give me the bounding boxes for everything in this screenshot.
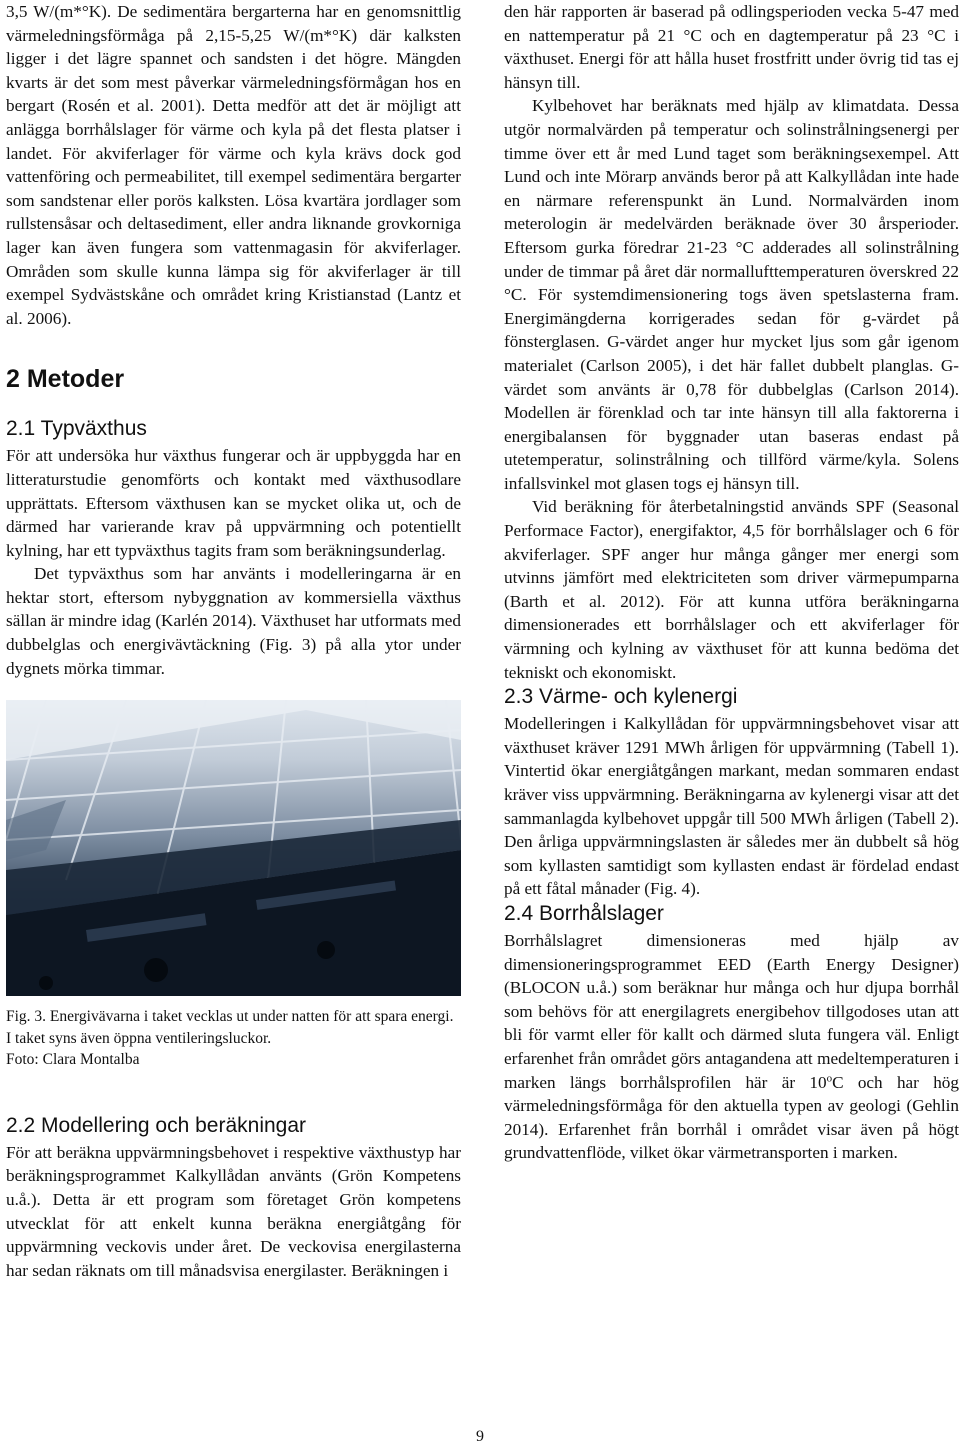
- intro-paragraph: 3,5 W/(m*°K). De sedimentära bergarterna har en genomsnittlig värmeledningsförmåga på 2,15-5,25 W/(m*°K) där kalksten ligger i det lägre spannet och sandsten i det högre. Mängden kvarts är det som mest påverkar värmeledningsförmågan hos en bergart (Rosén et al. 2001). Detta medför att det är möjligt att anlägga borrhålslager för värme och kyla på det flesta platser i landet. För akviferlager för värme och kyla krävs dock god vattenföring och permeabilitet, till exempel sedimentära bergarter som sandstenar eller porös kalksten. Lösa kvartära jordlager som rullstensåsar och deltasediment, eller andra liknande grovkorniga lager kan även fungera som vattenmagasin för akviferlager. Områden som skulle kunna lämpa sig för akviferlager är till exempel Sydvästskåne och området kring Kristianstad (Lantz et al. 2006).: [6, 2, 461, 328]
- subsection-2-1-paragraph-2: Det typväxthus som har använts i modelleringarna är en hektar stort, eftersom nybyggnation av kommersiella växthus sällan är mindre idag (Karlén 2014). Växthuset har utformats med dubbelglas och energivävtäckning (Fig. 3) på alla ytor under dygnets mörka timmar.: [6, 564, 461, 678]
- right-paragraph-2: Kylbehovet har beräknats med hjälp av klimatdata. Dessa utgör normalvärden på temperatur och solinstrålningsenergi per timme över ett år med Lund taget som beräkningsexempel. Att Lund och inte Mörarp används beror på att Kalkyllådan inte hade en närmare referenspunkt än Lund. Normalvärden inom meterologin är medelvärden beräknade över 30 årsperioder. Eftersom gurka föredrar 21-23 °C adderades all solinstrålning under de timmar på året där normallufttemperaturen överskred 22 °C. För systemdimensionering togs även spetslasterna fram. Energimängderna korrigerades sedan för g-värdet på fönsterglasen. G-värdet anger hur mycket ljus som går igenom materialet (Carlson 2005), i det här fallet dubbelt planglas. G-värdet som använts är 0,78 för dubbelglas (Carlson 2014). Modellen är förenklad och tar inte hänsyn till alla faktorerna i energibalansen för byggnader utan baseras endast på utetemperatur, solinstrålning och tillförd värme/kyla. Solens infallsvinkel mot glasen togs ej hänsyn till.: [504, 96, 959, 493]
- borrhal-text-part-1: Borrhålslagret dimensioneras med hjälp av dimensioneringsprogrammet EED (Earth Energy Designer) (BLOCON u.å.) som beräknar hur många och hur djupa borrhål som behövs för att energilagrets energibehov tillgodoses utan att bli för varmt eller för kallt och därmed sluta fungera väl. Enligt erfarenhet från området görs antagandena att medeltemperaturen i marken längs borrhålsprofilen här är 10: [504, 930, 959, 1092]
- subsection-2-2-title: 2.2 Modellering och beräkningar: [6, 1113, 307, 1137]
- right-paragraph-3: Vid beräkning för återbetalningstid används SPF (Seasonal Performace Factor), energifaktor, 4,5 för borrhålslager och 6 för akviferlager. SPF anger hur många gånger mer energi som utvinns jämfört med elektriciteten som driver värmepumparna (Barth et al. 2012). För att kunna utföra beräkningarna dimensionerades ett borrhålslager och ett akviferlager för värmning och kylning av växthuset för att kunna bedöma det tekniskt och ekonomiskt.: [504, 497, 959, 682]
- borrhal-text-part-2: C och har hög värmeledningsförmåga för den aktuella typen av geologi (Gehlin 2014). Erfarenhet från borrhål i området visar även på högt grundvattenflöde, vilket ökar värmetransporten i marken.: [504, 1072, 959, 1163]
- degree-superscript: o: [826, 1071, 833, 1084]
- page-number: 9: [476, 1428, 484, 1445]
- figure-caption: [6, 1006, 461, 1071]
- subsection-2-1-title: 2.1 Typväxthus: [6, 417, 147, 441]
- figure-caption-text: Fig. 3. Energivävarna i taket vecklas ut under natten för att spara energi. I taket syns även öppna ventileringsluckor.: [6, 1008, 454, 1047]
- subsection-2-3-paragraph-1: Modelleringen i Kalkyllådan för uppvärmningsbehovet visar att växthuset kräver 1291 MWh årligen för uppvärmning (Tabell 1). Vintertid ökar energiåtgången markant, medan sommaren endast kräver viss uppvärmning. Beräkningarna av kylenergi visar att det sammanlagda kylbehovet uppgår till 500 MWh årligen (Tabell 2). Den årliga uppvärmningslasten är således mer än dubbelt så hög som kyllasten samtidigt som kyllasten endast är fördelad endast på ett fåtal månader (Fig. 4).: [504, 714, 959, 899]
- greenhouse-roof-illustration: [6, 700, 461, 996]
- greenhouse-roof-photo: [6, 700, 461, 996]
- subsection-2-4-title: 2.4 Borrhålslager: [504, 901, 664, 925]
- right-paragraph-1: den här rapporten är baserad på odlingsperioden vecka 5-47 med en nattemperatur på 21 °C och en dagtemperatur på 23 °C i växthuset. Energi för att hålla huset frostfritt under övrig tid tas ej hänsyn till.: [504, 2, 959, 92]
- subsection-2-3-title: 2.3 Värme- och kylenergi: [504, 685, 738, 709]
- subsection-2-2-paragraph-1: För att beräkna uppvärmningsbehovet i respektive växthustyp har beräkningsprogrammet Kalkyllådan använts (Grön Kompetens u.å.). Detta är ett program som företaget Grön kompetens utvecklat för att enkelt kunna beräkna energiåtgång för uppvärmning veckovis under året. De veckovisa energilasterna har sedan räknats om till månadsvisa energilaster. Beräkningen i: [6, 1142, 461, 1280]
- left-column: [6, 0, 461, 1282]
- figure-credit: Foto: Clara Montalba: [6, 1051, 140, 1069]
- section-title: 2 Metoder: [6, 365, 125, 394]
- subsection-2-1-paragraph-1: För att undersöka hur växthus fungerar och är uppbyggda har en litteraturstudie genomförts och kontakt med växthusodlare upprättats. Eftersom växthusen kan se mycket olika ut, och de därmed har varierande krav på uppvärmning och potentiellt kylning, har ett typväxthus tagits fram som beräkningsunderlag.: [6, 446, 461, 560]
- subsection-2-4-paragraph-1: [504, 929, 959, 1165]
- right-column: [504, 0, 959, 1165]
